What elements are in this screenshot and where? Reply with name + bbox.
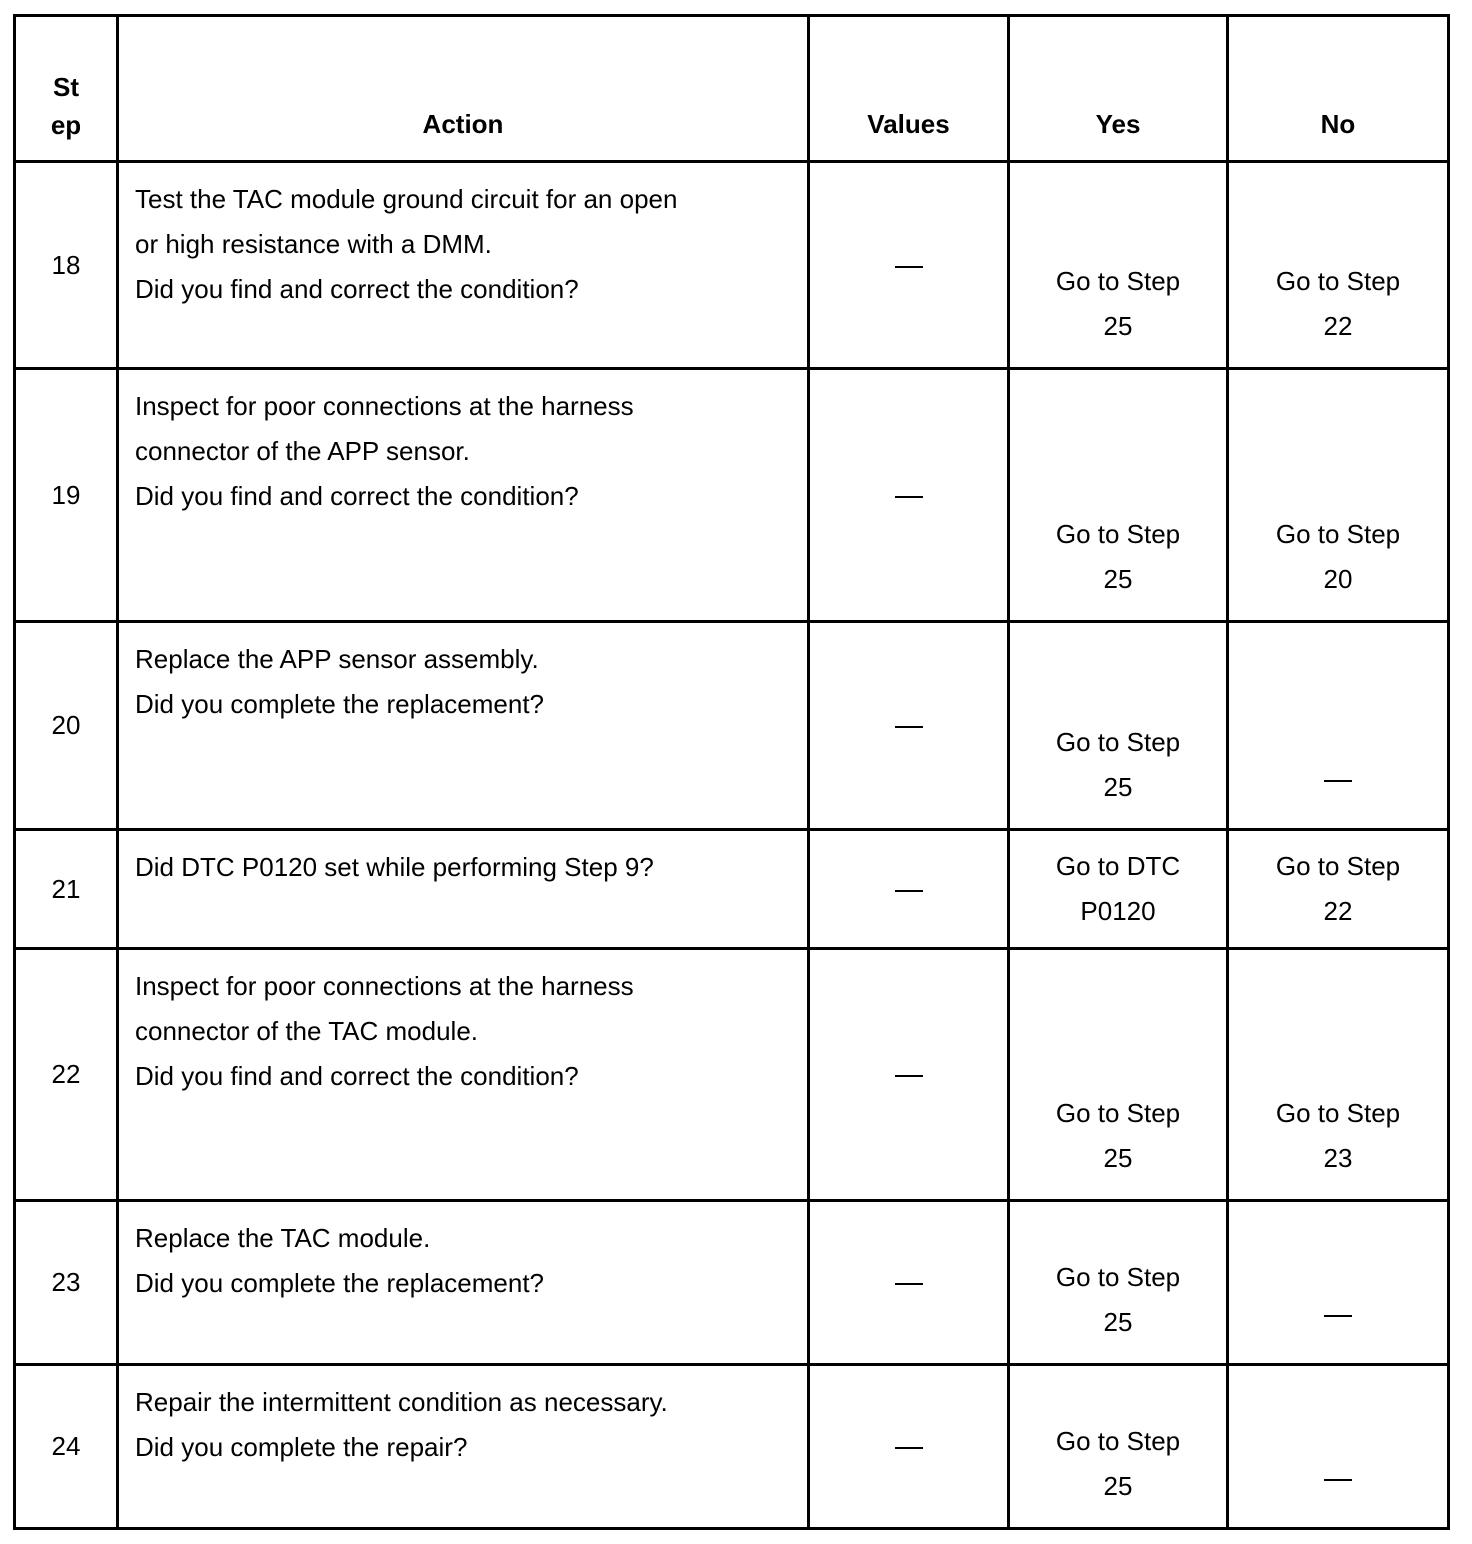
- no-goto-text: Go to Step: [1275, 1098, 1401, 1128]
- no-goto-text: Go to Step: [1275, 519, 1401, 549]
- action-cell: [118, 1201, 809, 1365]
- values-cell: [809, 622, 1009, 830]
- table-row: [15, 1365, 1449, 1529]
- action-cell: [118, 369, 809, 622]
- step-number: 22: [15, 949, 118, 1201]
- values-cell: [809, 369, 1009, 622]
- action-line: Inspect for poor connections at the harness: [135, 391, 634, 421]
- yes-goto-text: 25: [1103, 564, 1133, 594]
- yes-cell: [1009, 1201, 1228, 1365]
- no-goto-text: 22: [1323, 896, 1353, 926]
- yes-goto-text: Go to Step: [1055, 266, 1181, 296]
- action-cell: [118, 1365, 809, 1529]
- yes-cell: [1009, 830, 1228, 949]
- yes-goto-text: 25: [1103, 772, 1133, 802]
- header-row: [15, 16, 1449, 162]
- no-goto-text: Go to Step: [1275, 266, 1401, 296]
- action-line: Did DTC P0120 set while performing Step 9?: [135, 852, 654, 882]
- action-line: Did you find and correct the condition?: [135, 1061, 579, 1091]
- action-line: connector of the APP sensor.: [135, 436, 470, 466]
- table-row: [15, 162, 1449, 369]
- yes-goto-text: P0120: [1080, 896, 1156, 926]
- table-row: [15, 949, 1449, 1201]
- values-cell: [809, 162, 1009, 369]
- values-dash: [895, 726, 923, 728]
- no-cell: [1228, 622, 1449, 830]
- action-line: Did you find and correct the condition?: [135, 481, 579, 511]
- action-line: Test the TAC module ground circuit for an open: [135, 184, 678, 214]
- no-cell: [1228, 1365, 1449, 1529]
- yes-cell: [1009, 1365, 1228, 1529]
- action-cell: [118, 830, 809, 949]
- yes-goto-text: Go to DTC: [1055, 851, 1181, 881]
- yes-cell: [1009, 949, 1228, 1201]
- no-dash: [1324, 780, 1352, 782]
- yes-goto-text: 25: [1103, 311, 1133, 341]
- values-cell: [809, 1365, 1009, 1529]
- yes-goto-text: Go to Step: [1055, 519, 1181, 549]
- step-number: 24: [15, 1365, 118, 1529]
- yes-goto-text: 25: [1103, 1471, 1133, 1501]
- table-row: [15, 622, 1449, 830]
- yes-goto-text: Go to Step: [1055, 727, 1181, 757]
- no-cell: [1228, 162, 1449, 369]
- table-row: [15, 1201, 1449, 1365]
- no-goto-text: 23: [1323, 1143, 1353, 1173]
- action-cell: [118, 162, 809, 369]
- values-dash: [895, 1283, 923, 1285]
- header-values: Values: [809, 16, 1009, 162]
- values-cell: [809, 830, 1009, 949]
- no-cell: [1228, 369, 1449, 622]
- yes-goto-text: Go to Step: [1055, 1262, 1181, 1292]
- no-dash: [1324, 1479, 1352, 1481]
- no-goto-text: Go to Step: [1275, 851, 1401, 881]
- yes-goto-text: 25: [1103, 1307, 1133, 1337]
- yes-goto-text: 25: [1103, 1143, 1133, 1173]
- values-cell: [809, 1201, 1009, 1365]
- action-line: Repair the intermittent condition as necessary.: [135, 1387, 668, 1417]
- action-line: connector of the TAC module.: [135, 1016, 479, 1046]
- yes-cell: [1009, 622, 1228, 830]
- no-goto-text: 22: [1323, 311, 1353, 341]
- header-step: [15, 16, 118, 162]
- action-line: Did you complete the replacement?: [135, 689, 545, 719]
- action-line: Inspect for poor connections at the harness: [135, 971, 634, 1001]
- values-cell: [809, 949, 1009, 1201]
- no-dash: [1324, 1315, 1352, 1317]
- header-yes: Yes: [1009, 16, 1228, 162]
- step-number: 19: [15, 369, 118, 622]
- action-line: Replace the TAC module.: [135, 1223, 431, 1253]
- diagnostic-table: [13, 14, 1450, 1530]
- action-cell: [118, 949, 809, 1201]
- yes-goto-text: Go to Step: [1055, 1426, 1181, 1456]
- step-number: 21: [15, 830, 118, 949]
- action-line: Did you find and correct the condition?: [135, 274, 579, 304]
- header-action: Action: [118, 16, 809, 162]
- no-goto-text: 20: [1323, 564, 1353, 594]
- header-step-line1: St: [53, 72, 79, 102]
- header-step-line2: ep: [50, 110, 82, 140]
- action-cell: [118, 622, 809, 830]
- action-line: Did you complete the replacement?: [135, 1268, 545, 1298]
- yes-goto-text: Go to Step: [1055, 1098, 1181, 1128]
- values-dash: [895, 496, 923, 498]
- action-line: Replace the APP sensor assembly.: [135, 644, 539, 674]
- step-number: 20: [15, 622, 118, 830]
- values-dash: [895, 1447, 923, 1449]
- yes-cell: [1009, 369, 1228, 622]
- no-cell: [1228, 949, 1449, 1201]
- yes-cell: [1009, 162, 1228, 369]
- action-line: or high resistance with a DMM.: [135, 229, 492, 259]
- values-dash: [895, 1075, 923, 1077]
- no-cell: [1228, 830, 1449, 949]
- header-no: No: [1228, 16, 1449, 162]
- step-number: 18: [15, 162, 118, 369]
- no-cell: [1228, 1201, 1449, 1365]
- step-number: 23: [15, 1201, 118, 1365]
- values-dash: [895, 890, 923, 892]
- values-dash: [895, 266, 923, 268]
- table-row: [15, 830, 1449, 949]
- table-row: [15, 369, 1449, 622]
- action-line: Did you complete the repair?: [135, 1432, 468, 1462]
